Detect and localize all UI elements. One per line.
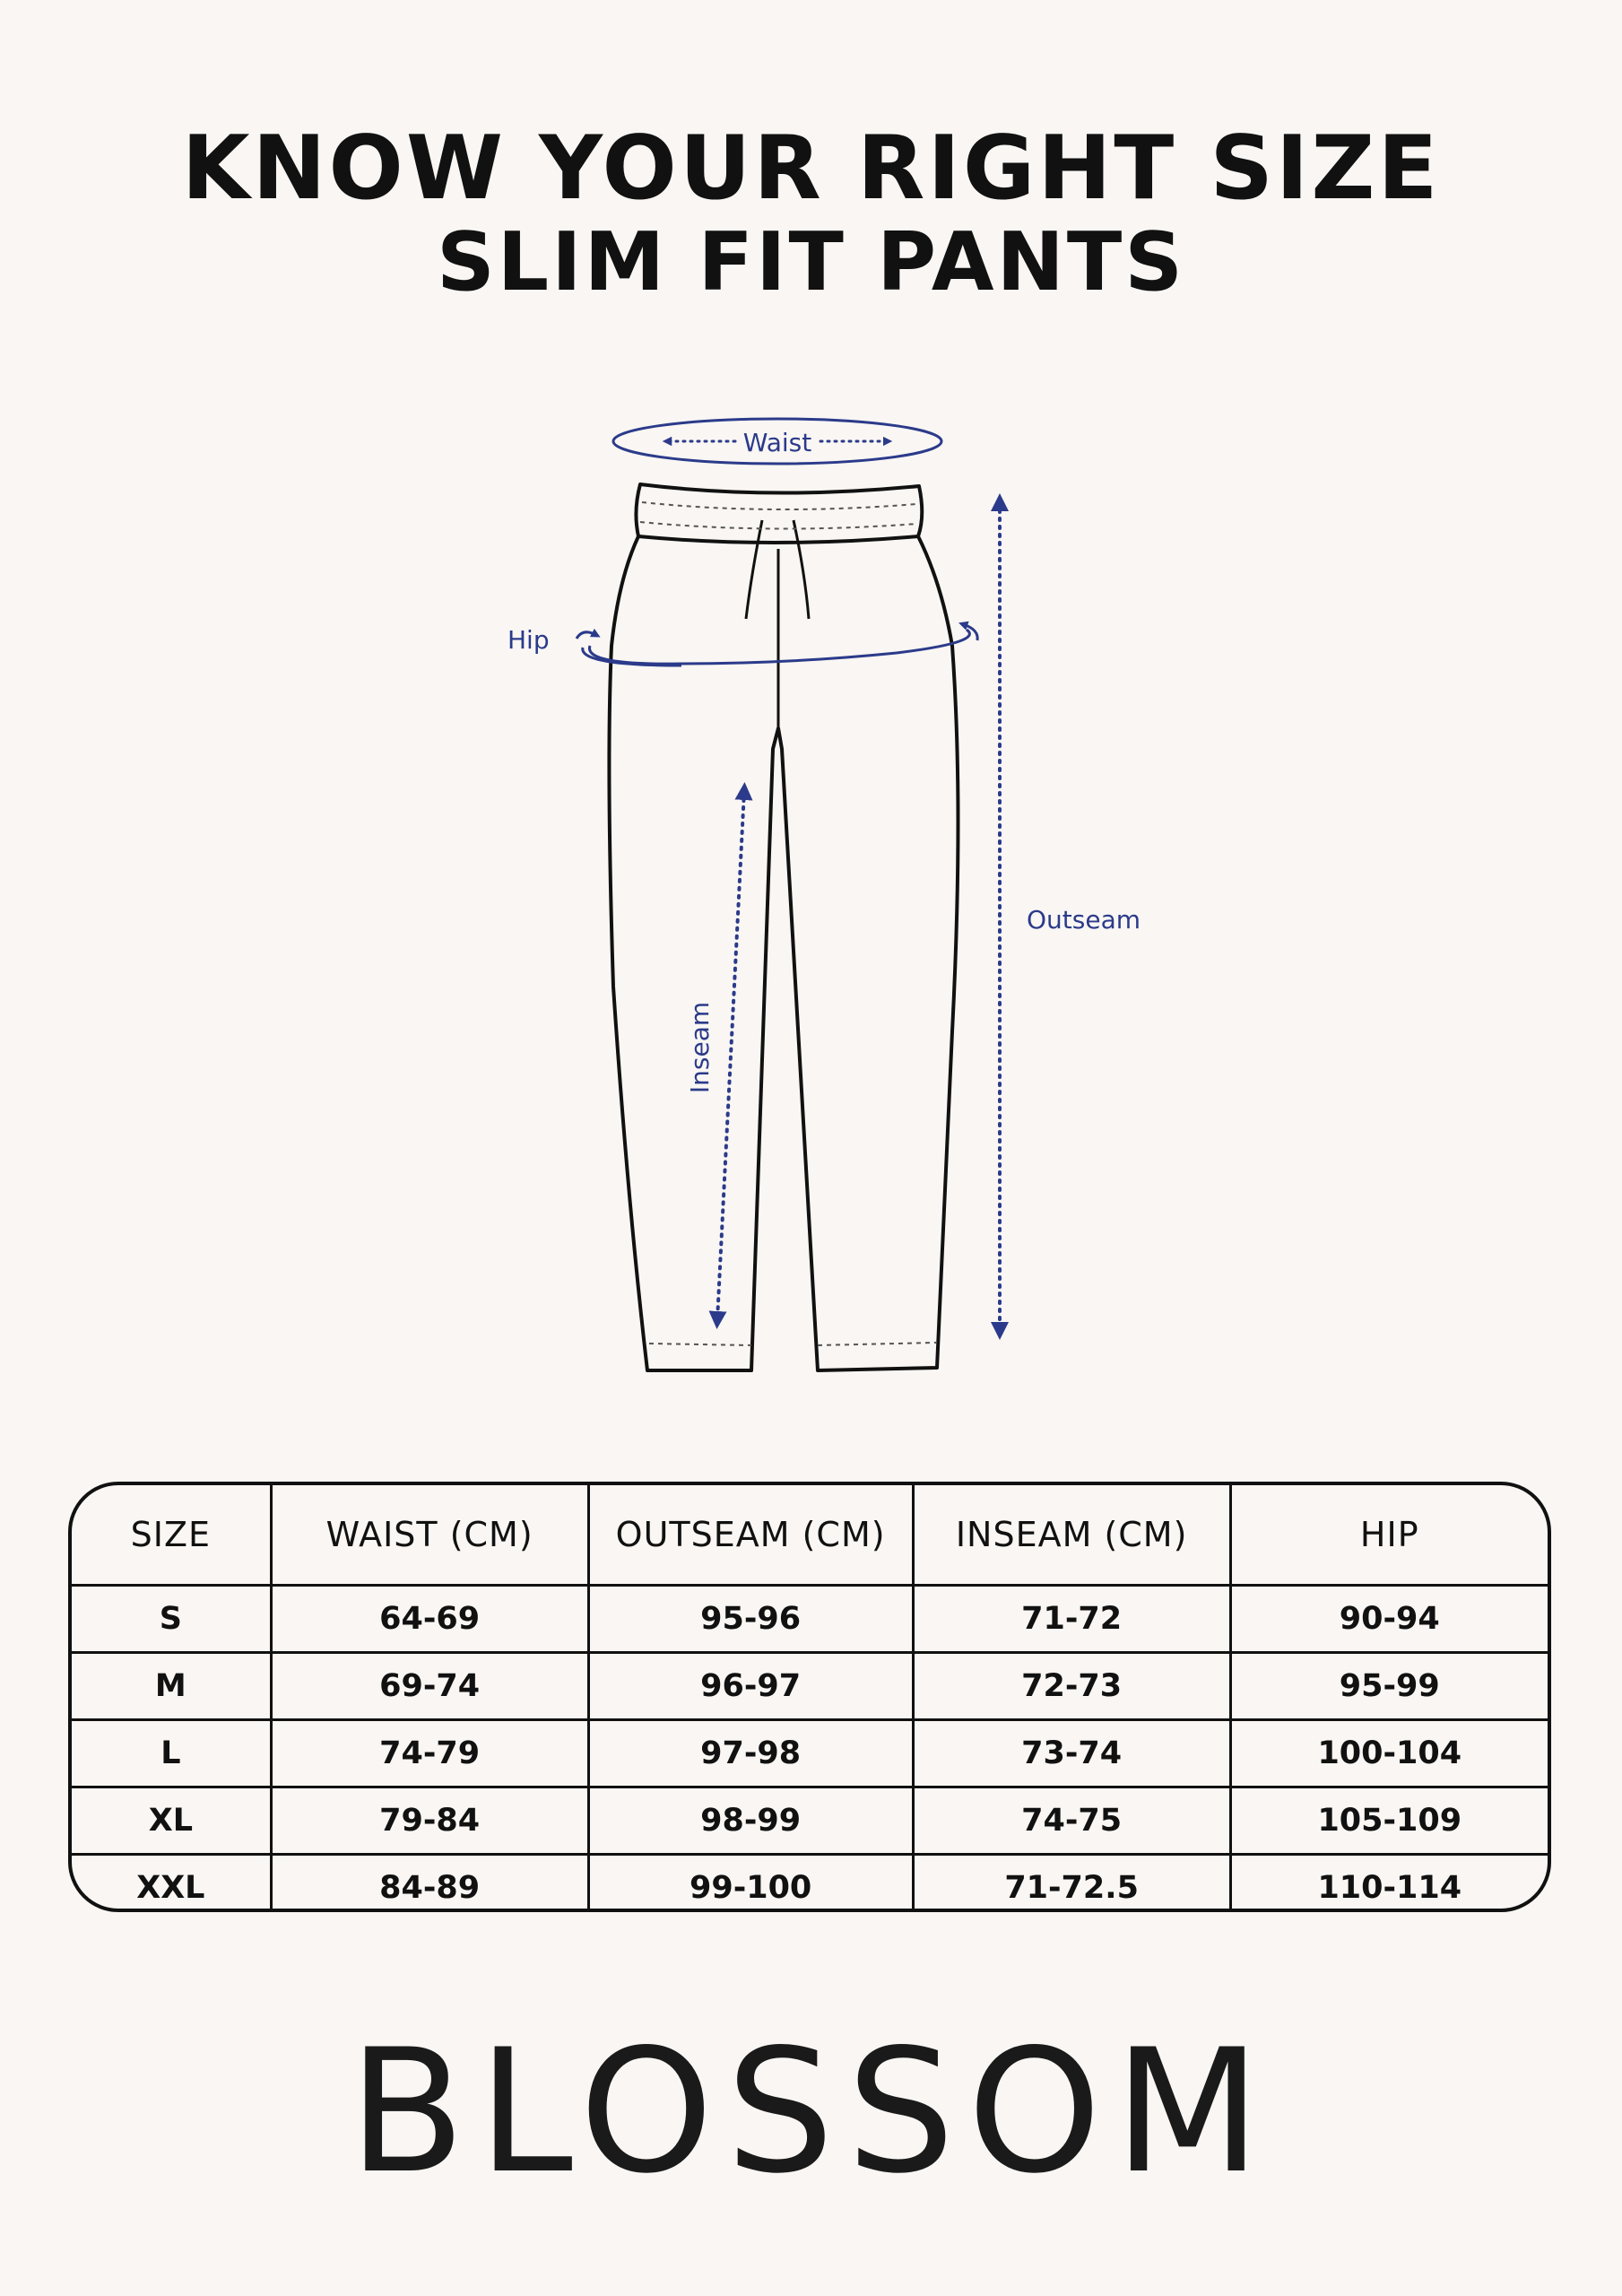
- measurement-cell: 84-89: [271, 1855, 588, 1913]
- measurement-cell: 96-97: [588, 1653, 913, 1720]
- drawstring-left: [746, 520, 762, 619]
- table-row: [72, 1787, 1548, 1855]
- waistband-bottom: [638, 536, 918, 543]
- waist-measurement: [613, 419, 941, 464]
- measurement-cell: 105-109: [1230, 1787, 1548, 1855]
- measurement-cell: 74-79: [271, 1720, 588, 1787]
- pants-outline: [609, 484, 958, 1370]
- column-header: SIZE: [72, 1485, 271, 1586]
- brand-logo: BLOSSOM: [348, 2013, 1274, 2211]
- column-header: OUTSEAM (CM): [588, 1485, 913, 1586]
- size-cell: XL: [72, 1787, 271, 1855]
- measurement-cell: 79-84: [271, 1787, 588, 1855]
- outseam-label: Outseam: [1027, 905, 1141, 935]
- column-header: WAIST (CM): [271, 1485, 588, 1586]
- inseam-measurement: [685, 791, 744, 1320]
- waist-label: Waist: [742, 428, 812, 457]
- measurement-cell: 71-72: [913, 1586, 1230, 1653]
- measurement-cell: 97-98: [588, 1720, 913, 1787]
- table-row: [72, 1855, 1548, 1913]
- outseam-measurement: [1000, 502, 1141, 1331]
- measurement-cell: 99-100: [588, 1855, 913, 1913]
- table-body: [72, 1586, 1548, 1913]
- page-subtitle: SLIM FIT PANTS: [436, 215, 1186, 309]
- drawstring-right: [794, 520, 809, 619]
- size-cell: S: [72, 1586, 271, 1653]
- measurement-cell: 100-104: [1230, 1720, 1548, 1787]
- size-table: [72, 1485, 1548, 1912]
- page-title: KNOW YOUR RIGHT SIZE: [181, 117, 1441, 220]
- inseam-label: Inseam: [685, 1001, 715, 1094]
- table-header-row: [72, 1485, 1548, 1586]
- measurement-cell: 71-72.5: [913, 1855, 1230, 1913]
- measurement-cell: 98-99: [588, 1787, 913, 1855]
- pants-body: [609, 484, 958, 1370]
- measurement-cell: 90-94: [1230, 1586, 1548, 1653]
- column-header: INSEAM (CM): [913, 1485, 1230, 1586]
- measurement-cell: 74-75: [913, 1787, 1230, 1855]
- measurement-cell: 95-96: [588, 1586, 913, 1653]
- column-header: HIP: [1230, 1485, 1548, 1586]
- pants-stitching: [640, 502, 936, 1345]
- measurement-cell: 64-69: [271, 1586, 588, 1653]
- table-row: [72, 1586, 1548, 1653]
- size-cell: XXL: [72, 1855, 271, 1913]
- table-row: [72, 1720, 1548, 1787]
- pants-measurement-diagram: [0, 395, 1622, 1390]
- hip-label: Hip: [507, 625, 550, 655]
- table-row: [72, 1653, 1548, 1720]
- size-cell: M: [72, 1653, 271, 1720]
- size-cell: L: [72, 1720, 271, 1787]
- hip-measurement: [507, 624, 977, 665]
- measurement-cell: 69-74: [271, 1653, 588, 1720]
- measurement-cell: 110-114: [1317, 1870, 1462, 1906]
- size-chart-table: [68, 1482, 1551, 1912]
- measurement-cell: 72-73: [913, 1653, 1230, 1720]
- measurement-cell: 73-74: [913, 1720, 1230, 1787]
- measurement-cell: 95-99: [1230, 1653, 1548, 1720]
- inseam-arrow: [717, 791, 744, 1320]
